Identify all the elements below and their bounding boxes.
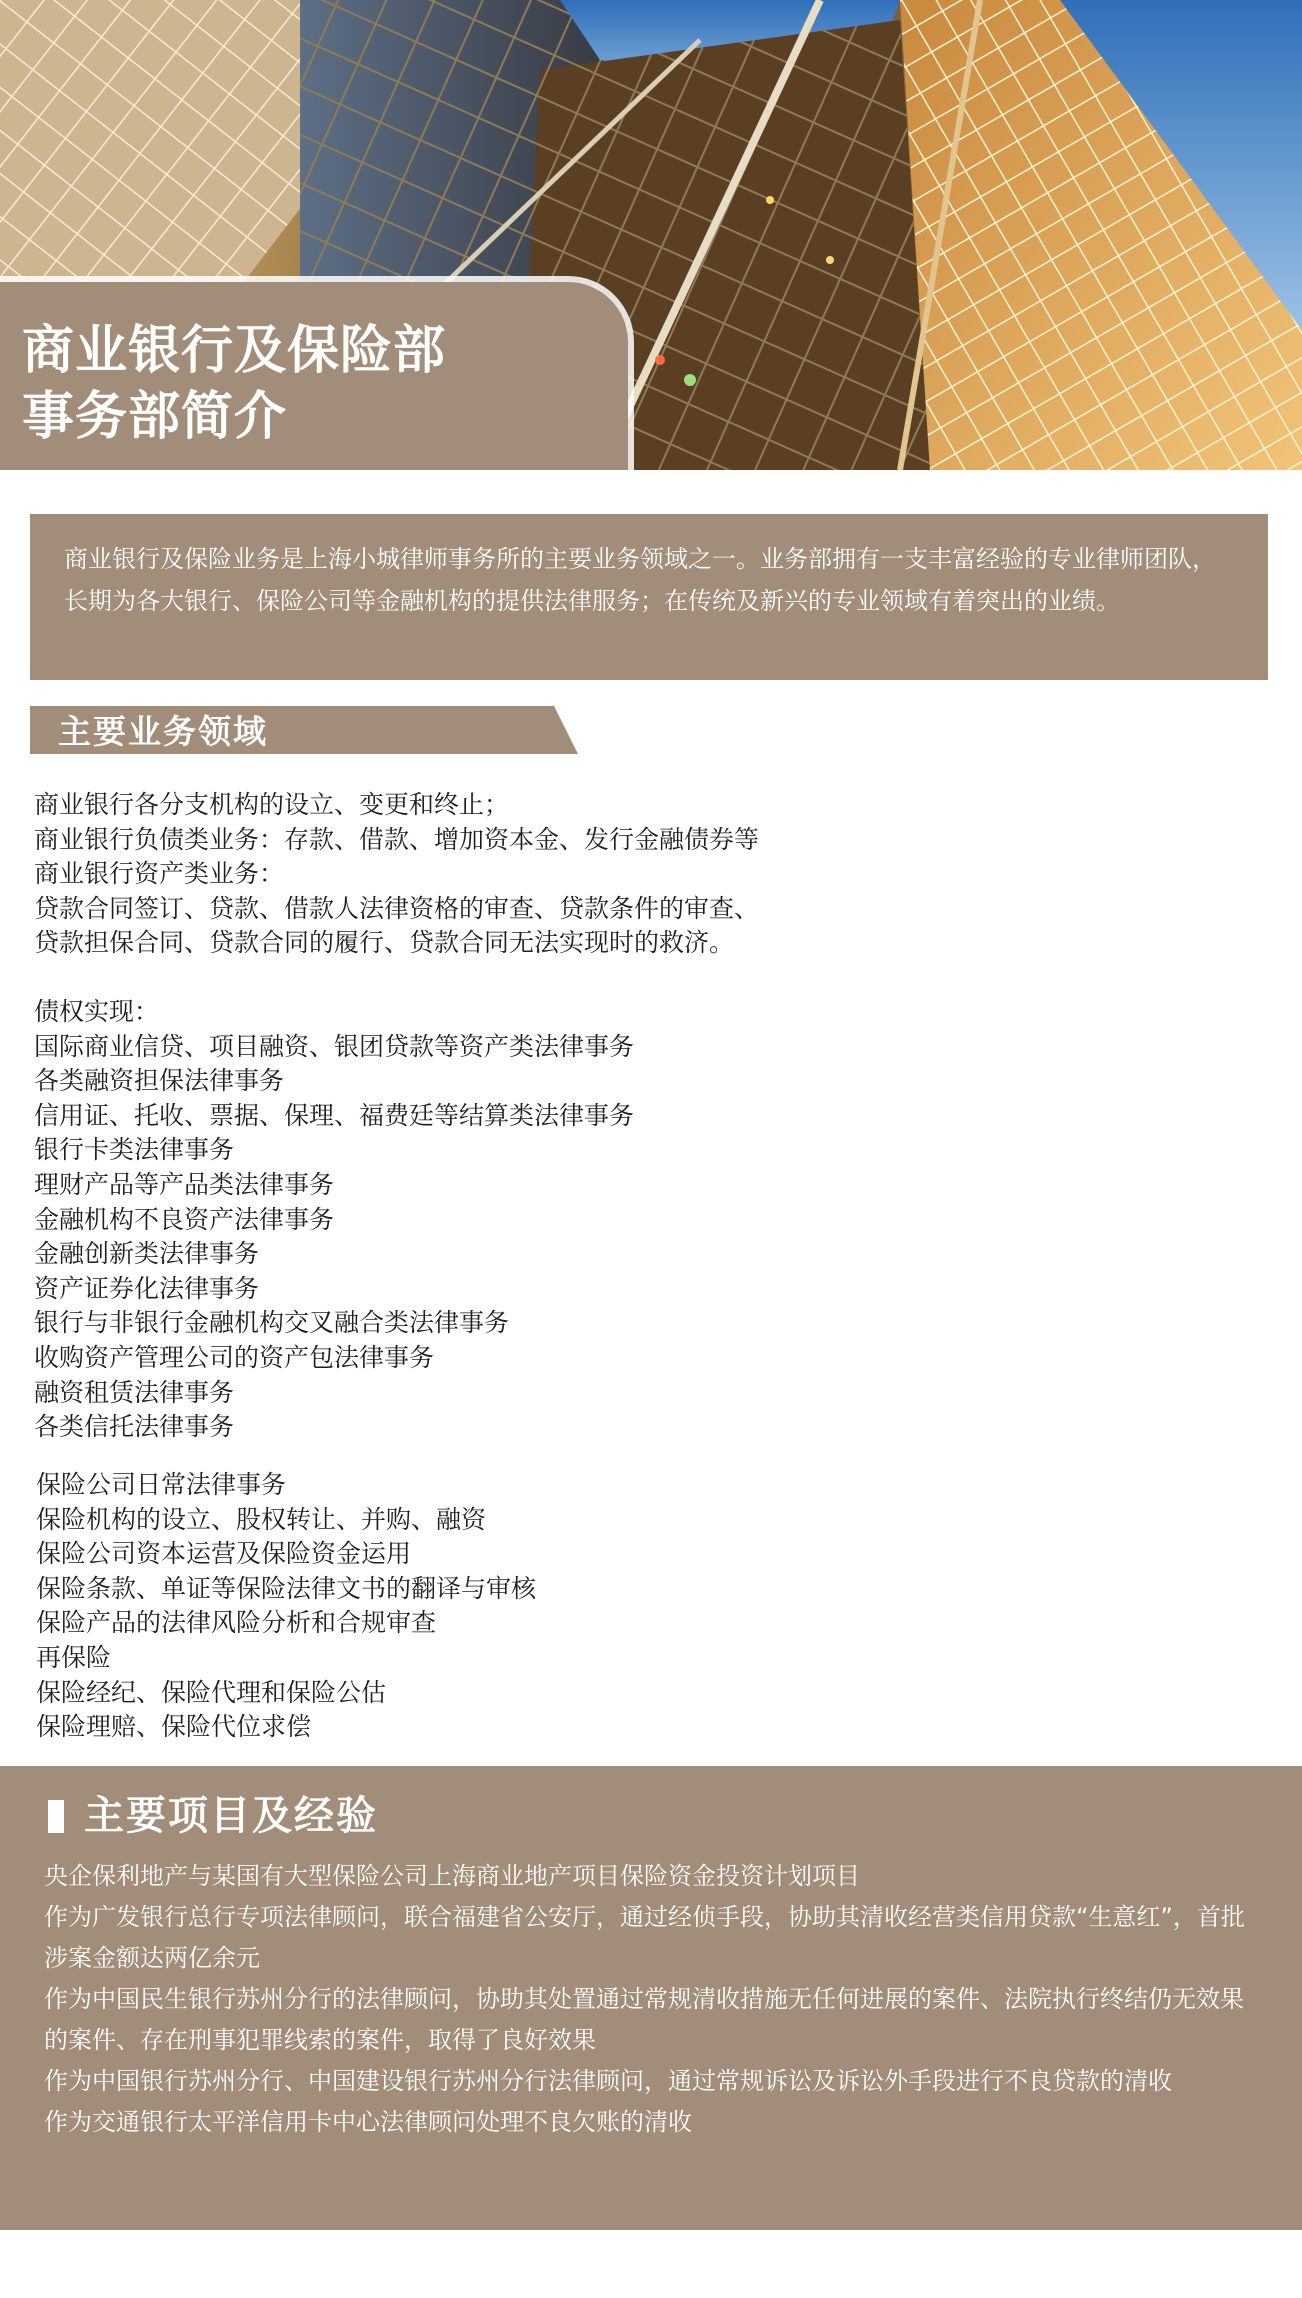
- intro-band: [30, 514, 1268, 680]
- list-item: 再保险: [36, 1642, 112, 1672]
- list-item: 保险经纪、保险代理和保险公估: [36, 1677, 387, 1707]
- list-item: 贷款合同签订、贷款、借款人法律资格的审查、贷款条件的审查、: [34, 893, 760, 923]
- list-item: 保险条款、单证等保险法律文书的翻译与审核: [36, 1573, 537, 1603]
- experience-list: [44, 1856, 1254, 2143]
- practice-list-debt: [34, 995, 634, 1445]
- list-item: 融资租赁法律事务: [34, 1377, 235, 1407]
- page-title: [22, 318, 446, 450]
- list-item: 贷款担保合同、贷款合同的履行、贷款合同无法实现时的救济。: [34, 928, 735, 958]
- list-item: 保险公司资本运营及保险资金运用: [36, 1539, 412, 1569]
- list-item: 商业银行资产类业务：: [34, 859, 285, 889]
- list-item: 保险产品的法律风险分析和合规审查: [36, 1608, 437, 1638]
- list-item: 银行与非银行金融机构交叉融合类法律事务: [34, 1308, 510, 1338]
- intro-text: 商业银行及保险业务是上海小城律师事务所的主要业务领域之一。业务部拥有一支丰富经验的专业律师团队，长期为各大银行、保险公司等金融机构的提供法律服务；在传统及新兴的专业领域有着突出的业绩。: [64, 545, 1216, 615]
- experience-item: 作为中国银行苏州分行、中国建设银行苏州分行法律顾问，通过常规诉讼及诉讼外手段进行不良贷款的清收: [44, 2067, 1172, 2095]
- list-item: 收购资产管理公司的资产包法律事务: [34, 1342, 435, 1372]
- list-item: 商业银行负债类业务：存款、借款、增加资本金、发行金融债券等: [34, 824, 760, 854]
- practice-list-banking: [34, 788, 759, 961]
- experience-item: 作为中国民生银行苏州分行的法律顾问，协助其处置通过常规清收措施无任何进展的案件、法院执行终结仍无效果的案件、存在刑事犯罪线索的案件，取得了良好效果: [44, 1985, 1244, 2054]
- list-item: 商业银行各分支机构的设立、变更和终止；: [34, 790, 510, 819]
- practice-list-insurance: [36, 1468, 536, 1745]
- list-item: 理财产品等产品类法律事务: [34, 1169, 335, 1199]
- title-line-1: 商业银行及保险部: [22, 321, 447, 381]
- experience-item: 作为交通银行太平洋信用卡中心法律顾问处理不良欠账的清收: [44, 2108, 692, 2136]
- list-item: 金融创新类法律事务: [34, 1239, 260, 1269]
- list-item: 信用证、托收、票据、保理、福费廷等结算类法律事务: [34, 1100, 635, 1130]
- list-item: 各类信托法律事务: [34, 1412, 235, 1442]
- list-item: 保险机构的设立、股权转让、并购、融资: [36, 1504, 487, 1534]
- section-title-practice-areas: 主要业务领域: [58, 712, 268, 751]
- section-title-experience: 主要项目及经验: [84, 1793, 378, 1839]
- list-item: 金融机构不良资产法律事务: [34, 1204, 335, 1234]
- list-item: 各类融资担保法律事务: [34, 1066, 285, 1096]
- list-item: 资产证券化法律事务: [34, 1273, 260, 1303]
- experience-item: 作为广发银行总行专项法律顾问，联合福建省公安厅，通过经侦手段，协助其清收经营类信用贷款“生意红”，首批涉案金额达两亿余元: [44, 1903, 1245, 1972]
- experience-item: 央企保利地产与某国有大型保险公司上海商业地产项目保险资金投资计划项目: [44, 1862, 860, 1890]
- list-item: 国际商业信贷、项目融资、银团贷款等资产类法律事务: [34, 1031, 635, 1061]
- list-item: 银行卡类法律事务: [34, 1135, 235, 1165]
- list-item: 债权实现：: [34, 997, 160, 1026]
- list-item: 保险理赔、保险代位求偿: [36, 1712, 312, 1742]
- section-marker-bar: [48, 1800, 64, 1833]
- list-item: 保险公司日常法律事务: [36, 1470, 287, 1499]
- title-line-2: 事务部简介: [22, 387, 288, 447]
